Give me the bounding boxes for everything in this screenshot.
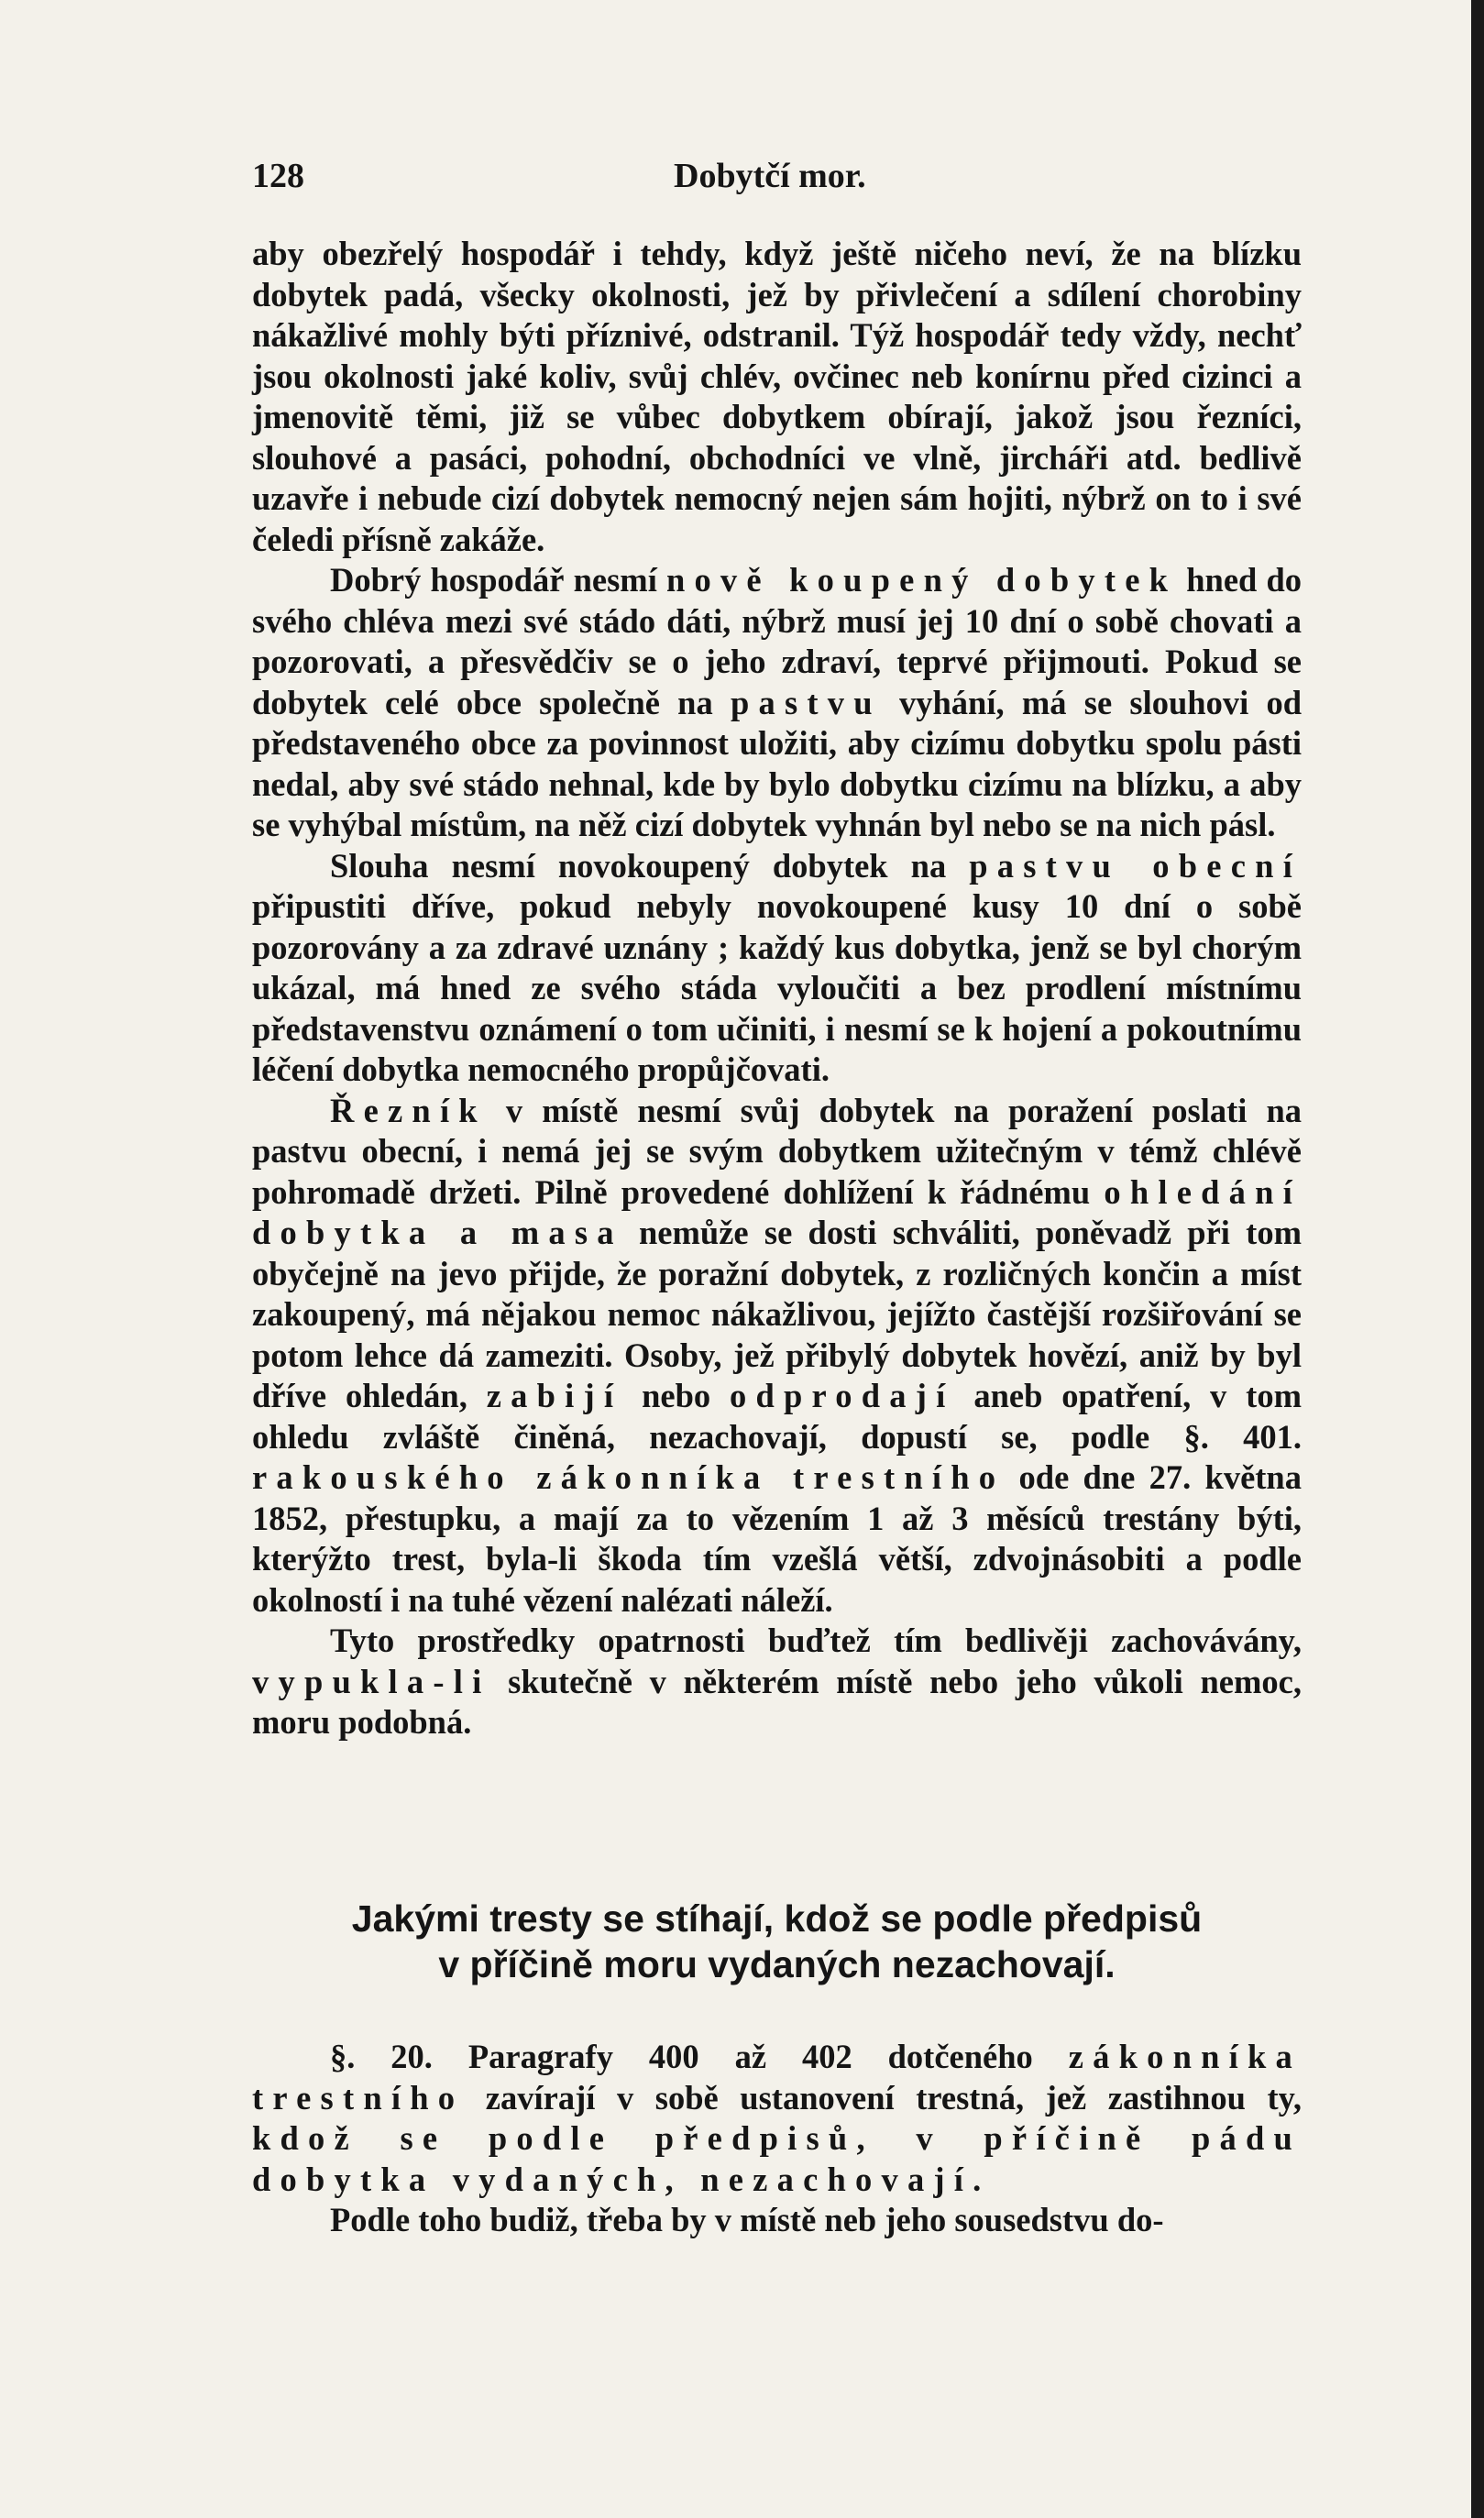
spaced-emphasis: zabijí bbox=[486, 1377, 623, 1414]
paragraph bbox=[252, 1621, 1302, 1743]
text-run: . bbox=[973, 2160, 982, 2198]
spaced-emphasis: pastvu bbox=[730, 683, 882, 721]
paragraph bbox=[252, 1091, 1302, 1622]
page-header bbox=[252, 156, 1320, 202]
text-run: §. 20. Paragrafy 400 až 402 dotčeného bbox=[330, 2038, 1069, 2075]
text-run: hned do svého chléva mezi své stádo dáti, nýbrž musí jej 10 dní o sobě chovati a pozorovati, a přesvědčiv se o jeho zdraví, teprvé přijmouti. Pokud se dobytek celé obce společně na bbox=[252, 561, 1302, 721]
text-run: Dobrý hospodář nesmí bbox=[330, 561, 666, 599]
paragraph bbox=[252, 560, 1302, 846]
text-run: zavírají v sobě ustanovení trestná, jež zastihnou ty, bbox=[464, 2078, 1302, 2117]
text-run: nemůže se dosti schváliti, poněvadž při tom obyčejně na jevo přijde, že poražní dobytek, z rozličných končin a míst zakoupený, má nějakou nemoc nákažlivou, jejížto častější rozšiřování se potom lehce dá zameziti. Osoby, jež přibylý dobytek hovězí, aniž by byl dříve ohledán, bbox=[252, 1214, 1302, 1414]
page-number: 128 bbox=[252, 157, 304, 195]
paragraph bbox=[252, 846, 1302, 1091]
text-run: připustiti dříve, pokud nebyly novokoupené kusy 10 dní o sobě pozorovány a za zdravé uznány ; každý kus dobytka, jenž se byl chorým ukázal, má hned ze svého stáda vyloučiti a bez prodlení místnímu představenstvu oznámení o tom učiniti, i nesmí se k hojení a pokoutnímu léčení dobytka nemocného propůjčovati. bbox=[252, 887, 1302, 1088]
spaced-emphasis: ohledání dobytka a masa bbox=[252, 1172, 1302, 1251]
body-text bbox=[252, 234, 1302, 1743]
text-run: Slouha nesmí novokoupený dobytek na bbox=[330, 846, 970, 885]
text-run: aneb opatření, v tom ohledu zvláště činěná, nezachovají, dopustí se, podle §. 401. bbox=[252, 1377, 1302, 1456]
heading-line: Jakými tresty se stíhají, kdož se podle předpisů bbox=[351, 1897, 1203, 1940]
spaced-emphasis: kdož se podle předpisů, v příčině pádu dobytka vydaných, nezachovají bbox=[252, 2119, 1302, 2198]
text-run: Tyto prostředky opatrnosti buďtež tím bedlivěji zachovávány, bbox=[330, 1622, 1302, 1659]
text-run: Podle toho budiž, třeba by v místě neb jeho sousedstvu do- bbox=[330, 2201, 1164, 2238]
section-heading bbox=[252, 1896, 1302, 1987]
spaced-emphasis: rakouského zákonníka trestního bbox=[252, 1458, 1006, 1496]
text-run: v místě nesmí svůj dobytek na poražení poslati na pastvu obecní, i nemá jej se svým dobytkem užitečným v témž chlévě pohromadě držeti. Pilně provedené dohlížení k řádnému bbox=[252, 1091, 1302, 1211]
text-run: vyhání, má se slouhovi od představeného obce za povinnost uložiti, aby cizímu dobytku spolu pásti nedal, aby své stádo nehnal, kde by bylo dobytku cizímu na blízku, a aby se vyhýbal místům, na něž cizí dobytek vyhnán byl nebo se na nich pásl. bbox=[252, 683, 1303, 843]
paragraph bbox=[252, 2037, 1302, 2200]
spaced-emphasis: Řezník bbox=[330, 1091, 487, 1129]
paragraph bbox=[252, 2200, 1302, 2241]
text-run: ode dne 27. května 1852, přestupku, a mají za to vězením 1 až 3 měsíců trestány býti, kterýžto trest, byla-li škoda tím vzešlá větší, zdvojnásobiti a podle okolností i na tuhé vězení nalézati náleží. bbox=[252, 1458, 1302, 1619]
text-run: aby obezřelý hospodář i tehdy, když ještě ničeho neví, že na blízku dobytek padá, všecky okolnosti, jež by přivlečení a sdílení chorobiny nákažlivé mohly býti příznivé, odstranil. Týž hospodář tedy vždy, nechť jsou okolnosti jaké koliv, svůj chlév, ovčinec neb konírnu před cizinci a jmenovitě těmi, již se vůbec dobytkem obírají, jakož jsou řezníci, slouhové a pasáci, pohodní, obchodníci ve vlně, jircháři atd. bedlivě uzavře i nebude cizí dobytek nemocný nejen sám hojiti, nýbrž on to i své čeledi přísně zakáže. bbox=[252, 235, 1302, 558]
section-text bbox=[252, 2037, 1302, 2241]
spaced-emphasis: nově koupený dobytek bbox=[665, 561, 1178, 599]
spaced-emphasis: vypukla-li bbox=[252, 1662, 491, 1700]
spaced-emphasis: zákonníka trestního bbox=[252, 2038, 1302, 2117]
text-run: skutečně v některém místě nebo jeho vůkoli nemoc, moru podobná. bbox=[252, 1662, 1302, 1741]
running-title: Dobytčí mor. bbox=[674, 157, 866, 195]
paragraph bbox=[252, 234, 1302, 560]
spaced-emphasis: odprodají bbox=[730, 1377, 955, 1414]
scan-edge bbox=[1471, 0, 1484, 2518]
heading-line: v příčině moru vydaných nezachovají. bbox=[438, 1943, 1116, 1985]
text-run: nebo bbox=[622, 1377, 731, 1414]
spaced-emphasis: pastvu obecní bbox=[969, 846, 1302, 885]
